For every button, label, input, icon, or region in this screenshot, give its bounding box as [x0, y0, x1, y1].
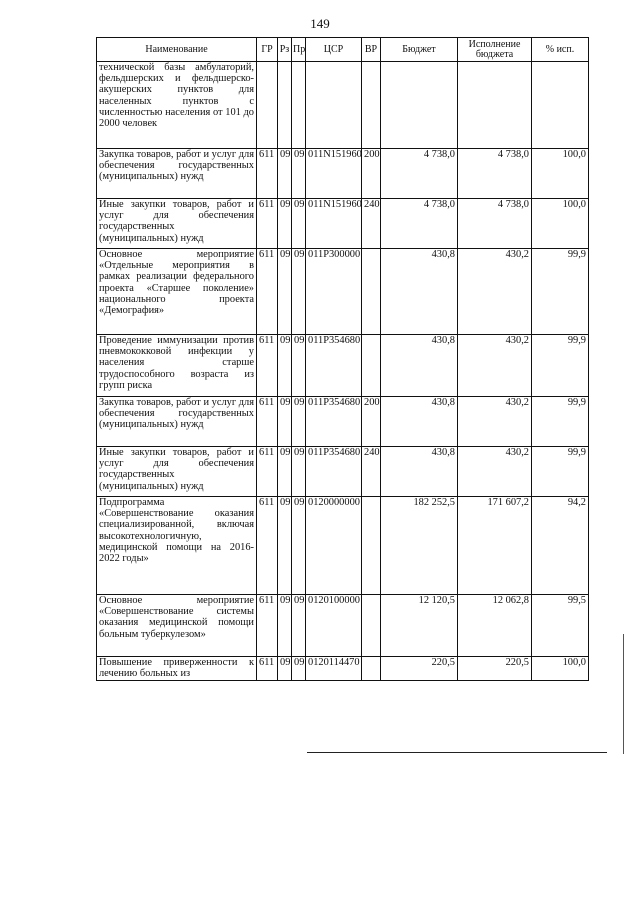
cell-rz: 09 — [278, 497, 292, 595]
cell-name: Основное мероприятие «Совершенствование системы оказания медицинской помощи больным туберкулезом» — [97, 595, 257, 657]
cell-gr: 611 — [257, 447, 278, 497]
cell-gr: 611 — [257, 397, 278, 447]
cell-execution: 4 738,0 — [458, 149, 532, 199]
cell-rz: 09 — [278, 199, 292, 249]
header-name: Наименование — [97, 38, 257, 62]
cell-percent: 100,0 — [532, 657, 589, 681]
cell-csr: 011P300000 — [306, 249, 362, 335]
cell-budget — [381, 62, 458, 149]
footer-rule — [307, 752, 607, 753]
cell-vr: 200 — [362, 397, 381, 447]
page-number: 149 — [310, 16, 330, 31]
table-row — [97, 62, 589, 149]
cell-execution: 171 607,2 — [458, 497, 532, 595]
cell-gr: 611 — [257, 335, 278, 397]
table-header-row — [97, 38, 589, 62]
cell-name: Повышение приверженности к лечению больных из — [97, 657, 257, 681]
cell-percent — [532, 62, 589, 149]
cell-rz — [278, 62, 292, 149]
cell-execution: 12 062,8 — [458, 595, 532, 657]
cell-percent: 99,9 — [532, 249, 589, 335]
table-row — [97, 149, 589, 199]
table-row — [97, 335, 589, 397]
cell-percent: 94,2 — [532, 497, 589, 595]
cell-csr: 011N151960 — [306, 199, 362, 249]
cell-budget: 220,5 — [381, 657, 458, 681]
cell-name: Закупка товаров, работ и услуг для обеспечения государственных (муниципальных) нужд — [97, 149, 257, 199]
cell-execution: 220,5 — [458, 657, 532, 681]
cell-pr — [292, 62, 306, 149]
cell-budget: 4 738,0 — [381, 199, 458, 249]
table-row — [97, 397, 589, 447]
cell-vr — [362, 595, 381, 657]
cell-rz: 09 — [278, 397, 292, 447]
cell-name: Основное мероприятие «Отдельные мероприятия в рамках реализации федерального проекта «Старшее поколение» национального проекта «Демография» — [97, 249, 257, 335]
cell-rz: 09 — [278, 335, 292, 397]
cell-rz: 09 — [278, 149, 292, 199]
cell-pr: 09 — [292, 199, 306, 249]
cell-name: Закупка товаров, работ и услуг для обеспечения государственных (муниципальных) нужд — [97, 397, 257, 447]
cell-rz: 09 — [278, 249, 292, 335]
cell-name: Иные закупки товаров, работ и услуг для обеспечения государственных (муниципальных) нужд — [97, 199, 257, 249]
cell-gr: 611 — [257, 595, 278, 657]
cell-vr — [362, 497, 381, 595]
cell-budget: 4 738,0 — [381, 149, 458, 199]
cell-budget: 430,8 — [381, 335, 458, 397]
header-budget: Бюджет — [381, 38, 458, 62]
cell-execution: 430,2 — [458, 249, 532, 335]
table-row — [97, 199, 589, 249]
cell-percent: 99,9 — [532, 397, 589, 447]
header-csr: ЦСР — [306, 38, 362, 62]
cell-budget: 430,8 — [381, 397, 458, 447]
header-percent: % исп. — [532, 38, 589, 62]
cell-pr: 09 — [292, 447, 306, 497]
cell-pr: 09 — [292, 497, 306, 595]
cell-gr: 611 — [257, 249, 278, 335]
cell-execution: 4 738,0 — [458, 199, 532, 249]
cell-vr — [362, 657, 381, 681]
cell-pr: 09 — [292, 335, 306, 397]
cell-vr — [362, 62, 381, 149]
cell-gr: 611 — [257, 199, 278, 249]
cell-rz: 09 — [278, 447, 292, 497]
cell-pr: 09 — [292, 397, 306, 447]
cell-pr: 09 — [292, 149, 306, 199]
table-body — [97, 62, 589, 681]
cell-csr — [306, 62, 362, 149]
header-gr: ГР — [257, 38, 278, 62]
cell-csr: 0120100000 — [306, 595, 362, 657]
header-vr: ВР — [362, 38, 381, 62]
cell-percent: 99,9 — [532, 335, 589, 397]
cell-rz: 09 — [278, 657, 292, 681]
header-rz: Рз — [278, 38, 292, 62]
table-row — [97, 595, 589, 657]
header-pr: Пр — [292, 38, 306, 62]
cell-name: Подпрограмма «Совершенствование оказания специализированной, включая высокотехнологичную, медицинской помощи на 2016-2022 годы» — [97, 497, 257, 595]
cell-csr: 011P354680 — [306, 447, 362, 497]
cell-execution: 430,2 — [458, 447, 532, 497]
cell-percent: 99,9 — [532, 447, 589, 497]
cell-gr: 611 — [257, 497, 278, 595]
cell-vr — [362, 335, 381, 397]
cell-percent: 100,0 — [532, 149, 589, 199]
header-execution: Исполнение бюджета — [458, 38, 532, 62]
cell-gr: 611 — [257, 657, 278, 681]
cell-percent: 99,5 — [532, 595, 589, 657]
table-row — [97, 657, 589, 681]
cell-name: Проведение иммунизации против пневмококковой инфекции у населения старше трудоспособного возраста из групп риска — [97, 335, 257, 397]
cell-vr: 240 — [362, 447, 381, 497]
cell-name: Иные закупки товаров, работ и услуг для обеспечения государственных (муниципальных) нужд — [97, 447, 257, 497]
cell-csr: 0120000000 — [306, 497, 362, 595]
cell-vr: 200 — [362, 149, 381, 199]
table-row — [97, 497, 589, 595]
budget-table — [96, 37, 589, 681]
margin-line — [623, 634, 624, 754]
cell-csr: 011P354680 — [306, 397, 362, 447]
cell-vr: 240 — [362, 199, 381, 249]
table-row — [97, 447, 589, 497]
cell-budget: 182 252,5 — [381, 497, 458, 595]
cell-gr — [257, 62, 278, 149]
cell-csr: 011P354680 — [306, 335, 362, 397]
cell-pr: 09 — [292, 249, 306, 335]
cell-execution: 430,2 — [458, 397, 532, 447]
cell-rz: 09 — [278, 595, 292, 657]
cell-csr: 0120114470 — [306, 657, 362, 681]
cell-gr: 611 — [257, 149, 278, 199]
cell-pr: 09 — [292, 657, 306, 681]
cell-name: технической базы амбулаторий, фельдшерских и фельдшерско-акушерских пунктов для населенных пунктов с численностью населения от 101 до 2000 человек — [97, 62, 257, 149]
cell-pr: 09 — [292, 595, 306, 657]
cell-budget: 430,8 — [381, 447, 458, 497]
cell-vr — [362, 249, 381, 335]
cell-csr: 011N151960 — [306, 149, 362, 199]
cell-execution: 430,2 — [458, 335, 532, 397]
cell-percent: 100,0 — [532, 199, 589, 249]
cell-budget: 430,8 — [381, 249, 458, 335]
table-row — [97, 249, 589, 335]
cell-budget: 12 120,5 — [381, 595, 458, 657]
cell-execution — [458, 62, 532, 149]
